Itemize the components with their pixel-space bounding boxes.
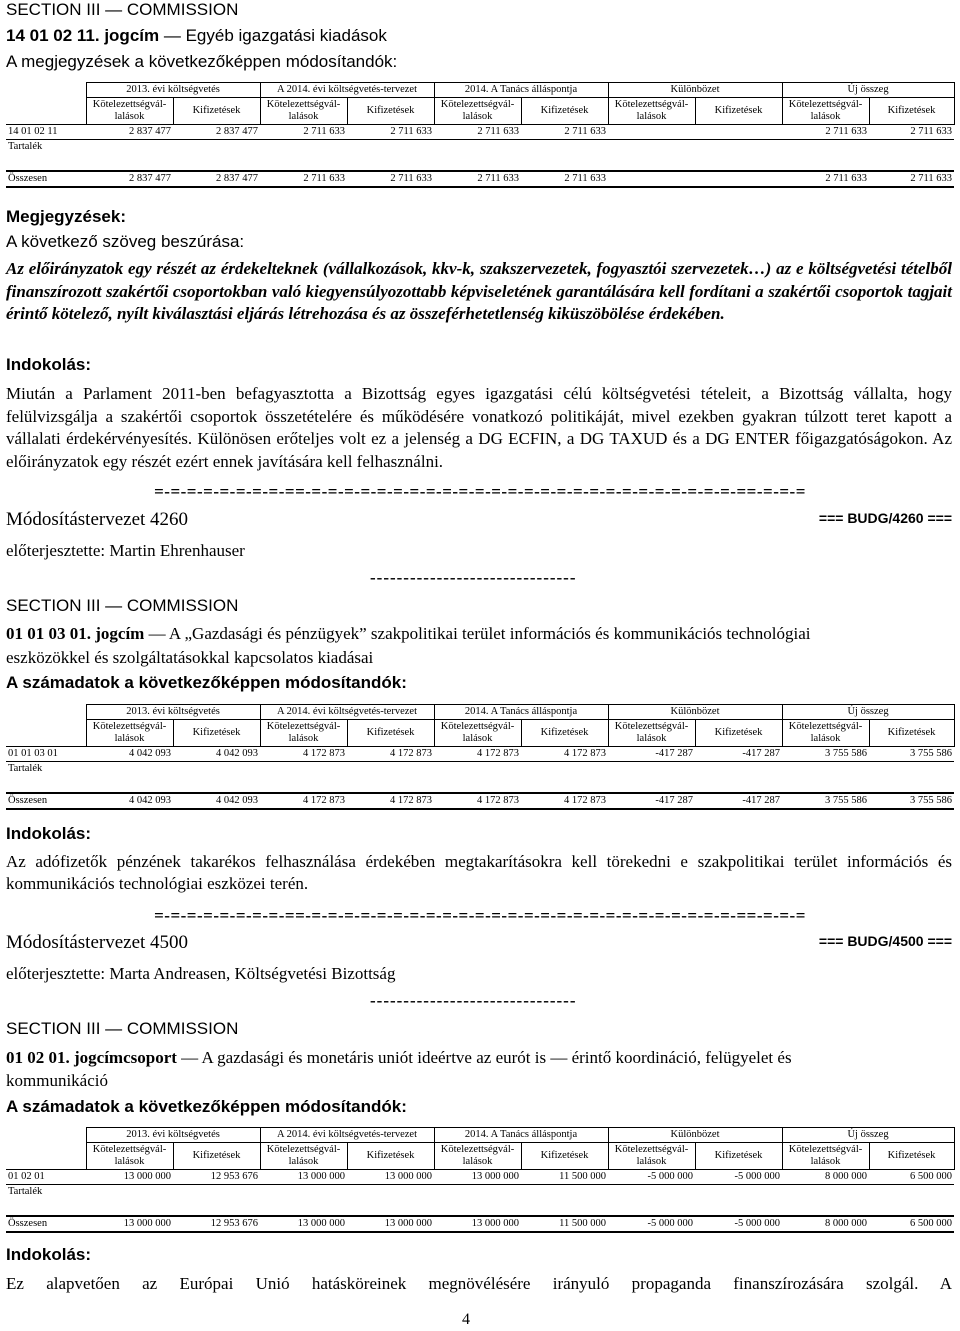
amendment-instruction: A számadatok a következőképpen módosítandók: [6,1097,407,1116]
row-label: Összesen [6,793,86,809]
col-pay: Kifizetések [347,720,434,747]
section-heading: SECTION III — COMMISSION [6,596,239,615]
col-pay: Kifizetések [347,98,434,125]
budget-line-dash: — [159,26,186,45]
col-commit: Kötelezettségvállalások [260,1143,347,1170]
budg-reference: === BUDG/4500 === [818,933,952,949]
col-group: 2014. A Tanács álláspontja [434,1128,608,1143]
budget-line-title [6,624,810,644]
col-group: Különbözet [608,1128,782,1143]
cell: 13 000 000 [347,1170,434,1185]
row-label: Tartalék [6,1185,86,1200]
insert-instruction: A következő szöveg beszúrása: [6,232,245,251]
table-row [6,1170,954,1185]
cell: 3 755 586 [782,747,869,762]
table-row-reserve [6,1185,954,1200]
table-group-header [6,705,954,720]
col-group: A 2014. évi költségvetés-tervezet [260,83,434,98]
cell: -417 287 [695,747,782,762]
table-row-spacer [6,1199,954,1216]
col-pay: Kifizetések [521,1143,608,1170]
col-commit: Kötelezettségvállalások [434,98,521,125]
col-group: A 2014. évi költségvetés-tervezet [260,705,434,720]
row-label: Tartalék [6,140,86,155]
cell: 2 711 633 [869,125,954,140]
budget-line-code: 14 01 02 11. [6,26,100,45]
col-pay: Kifizetések [695,98,782,125]
budget-line-title [6,1048,792,1068]
cell: 2 711 633 [521,125,608,140]
col-group: 2014. A Tanács álláspontja [434,83,608,98]
cell: 2 711 633 [347,171,434,187]
col-group: 2013. évi költségvetés [86,1128,260,1143]
cell: 2 711 633 [434,171,521,187]
col-group: Új összeg [782,705,954,720]
table-sub-header [6,1143,954,1170]
budget-line-name: — A „Gazdasági és pénzügyek” szakpolitikai terület információs és kommunikációs technológiai [144,624,811,643]
table-row-total [6,1216,954,1232]
amendment-instruction: A számadatok a következőképpen módosítandók: [6,673,407,692]
col-pay: Kifizetések [521,98,608,125]
budget-table-3 [6,1127,955,1233]
table-row-reserve [6,762,954,777]
col-commit: Kötelezettségvállalások [782,720,869,747]
budget-line-name: — A gazdasági és monetáris uniót ideértve az eurót is — érintő koordináció, felügyelet és [176,1048,792,1067]
budget-line-title [6,26,387,46]
cell: -5 000 000 [695,1170,782,1185]
col-group: Különbözet [608,705,782,720]
justification-text: Az adófizetők pénzének takarékos felhasználása érdekében megtakarításokra kell törekedni e szakpolitikai terület információs és kommunikációs technológiai eszközei terén. [6,852,952,893]
section-heading: SECTION III — COMMISSION [6,1019,239,1038]
cell: 13 000 000 [347,1216,434,1232]
cell: 2 711 633 [260,125,347,140]
budget-line-title-cont: kommunikáció [6,1071,108,1090]
budget-line-type: jogcím [104,26,160,45]
justification-text: Ez alapvetően az Európai Unió hatásköreinek megnövélésére irányuló propaganda finanszírozására szolgál. A [6,1274,952,1293]
table-group-header [6,1128,954,1143]
table-row [6,747,954,762]
col-pay: Kifizetések [695,720,782,747]
row-label: Tartalék [6,762,86,777]
col-commit: Kötelezettségvállalások [434,720,521,747]
table-row [6,125,954,140]
cell: 8 000 000 [782,1170,869,1185]
cell: 2 711 633 [869,171,954,187]
col-pay: Kifizetések [173,98,260,125]
cell: -5 000 000 [608,1170,695,1185]
budget-table-1 [6,82,955,188]
cell: 13 000 000 [260,1216,347,1232]
cell: 2 711 633 [782,171,869,187]
col-commit: Kötelezettségvállalások [260,720,347,747]
amendment-title: Módosítástervezet 4500 [6,932,189,953]
separator-equals: =-=-=-=-=-=-=-=-==-=-=-=-=-=-=-=-=-=-=-=-=-=-=-=-=-=-=-=-=-=-=-=-=-=-=-==-=-=-= [154,482,806,501]
cell: 4 172 873 [521,747,608,762]
cell: 2 837 477 [173,125,260,140]
row-label: Összesen [6,171,86,187]
col-commit: Kötelezettségvállalások [434,1143,521,1170]
budget-line-type: jogcím [95,624,145,643]
cell: -417 287 [608,747,695,762]
budget-line-code: 01 02 01. [6,1048,70,1067]
col-commit: Kötelezettségvállalások [782,1143,869,1170]
cell: 3 755 586 [869,747,954,762]
row-label: Összesen [6,1216,86,1232]
amendment-author: előterjesztette: Martin Ehrenhauser [6,541,245,560]
col-group: A 2014. évi költségvetés-tervezet [260,1128,434,1143]
table-sub-header [6,720,954,747]
col-commit: Kötelezettségvállalások [782,98,869,125]
cell: -417 287 [695,793,782,809]
cell: 13 000 000 [260,1170,347,1185]
cell: 3 755 586 [869,793,954,809]
separator-dashes: ------------------------------- [370,991,577,1010]
table-row-total [6,793,954,809]
cell: 3 755 586 [782,793,869,809]
col-commit: Kötelezettségvállalások [86,1143,173,1170]
separator-dashes: ------------------------------- [370,568,577,587]
col-commit: Kötelezettségvállalások [608,1143,695,1170]
row-code: 14 01 02 11 [6,125,86,140]
cell: 13 000 000 [434,1170,521,1185]
cell: 4 172 873 [434,793,521,809]
col-commit: Kötelezettségvállalások [608,720,695,747]
cell [695,171,782,187]
cell: 11 500 000 [521,1170,608,1185]
amendment-author: előterjesztette: Marta Andreasen, Költségvetési Bizottság [6,964,396,983]
budget-line-type: jogcímcsoport [74,1048,177,1067]
budget-line-title-cont: eszközökkel és szolgáltatásokkal kapcsolatos kiadásai [6,648,374,667]
cell: 2 711 633 [782,125,869,140]
cell: 4 042 093 [86,793,173,809]
table-row-total [6,171,954,187]
col-group: 2013. évi költségvetés [86,705,260,720]
cell: -417 287 [608,793,695,809]
cell: 4 042 093 [86,747,173,762]
justification-text: Miután a Parlament 2011-ben befagyasztotta a Bizottság egyes igazgatási célú költségvetési tételeit, a Bizottság vállalta, hogy felülvizsgálja a szakértői csoportok összetételére és működésére vonatkozó politikáját, mivel ezekben gyakran túlzott teret kapott a vállalati érdekérvényesítés. Különösen erőteljes volt ez a jelenség a DG ECFIN, a DG TAXUD és a DG ENTER főigazgatóságokon. Az előirányzatok egy részét ezért ennek javítására kell felhasználni. [6,384,952,471]
notes-heading: Megjegyzések: [6,207,126,226]
cell: 2 711 633 [347,125,434,140]
cell: 13 000 000 [86,1170,173,1185]
col-pay: Kifizetések [521,720,608,747]
cell: 6 500 000 [869,1170,954,1185]
budget-line-code: 01 01 03 01. [6,624,91,643]
col-group: Különbözet [608,83,782,98]
col-commit: Kötelezettségvállalások [608,98,695,125]
row-code: 01 01 03 01 [6,747,86,762]
cell: 4 042 093 [173,793,260,809]
justification-heading: Indokolás: [6,355,92,374]
col-pay: Kifizetések [173,720,260,747]
cell: 13 000 000 [86,1216,173,1232]
cell [695,125,782,140]
col-group: 2014. A Tanács álláspontja [434,705,608,720]
table-group-header [6,83,954,98]
col-pay: Kifizetések [695,1143,782,1170]
table-sub-header [6,98,954,125]
section-heading: SECTION III — COMMISSION [6,0,239,19]
table-row-reserve [6,140,954,155]
col-pay: Kifizetések [173,1143,260,1170]
col-commit: Kötelezettségvállalások [86,98,173,125]
col-pay: Kifizetések [869,720,954,747]
table-row-spacer [6,154,954,171]
row-code: 01 02 01 [6,1170,86,1185]
cell: 4 172 873 [260,793,347,809]
cell: 4 172 873 [347,793,434,809]
cell: 8 000 000 [782,1216,869,1232]
budg-reference: === BUDG/4260 === [818,510,952,526]
page-number: 4 [462,1311,470,1328]
inserted-text: Az előirányzatok egy részét az érdekelteknek (vállalkozások, kkv-k, szakszervezetek, fogyasztói szervezetek…) az e költségvetési tételből finanszírozott szakértői csoportokban való kiegyensúlyozottabb képviseletének garantálására kell fordítani a szakértői csoportok tagjait érintő kötelező, nyílt kiválasztási eljárás létrehozása és az összeférhetetlenség kiküszöbölése érdekében. [6,259,952,323]
cell [608,171,695,187]
justification-heading: Indokolás: [6,1245,92,1264]
col-pay: Kifizetések [869,98,954,125]
budget-line-name: Egyéb igazgatási kiadások [185,26,387,45]
cell: 2 837 477 [86,171,173,187]
cell: -5 000 000 [608,1216,695,1232]
col-pay: Kifizetések [347,1143,434,1170]
cell: 2 711 633 [521,171,608,187]
cell: 4 172 873 [347,747,434,762]
cell: 2 711 633 [260,171,347,187]
cell: 2 837 477 [86,125,173,140]
cell: -5 000 000 [695,1216,782,1232]
amendment-title: Módosítástervezet 4260 [6,509,189,530]
cell: 2 837 477 [173,171,260,187]
col-group: Új összeg [782,83,954,98]
cell: 12 953 676 [173,1170,260,1185]
cell: 4 172 873 [260,747,347,762]
cell: 6 500 000 [869,1216,954,1232]
separator-equals: =-=-=-=-=-=-=-=-==-=-=-=-=-=-=-=-=-=-=-=-=-=-=-=-=-=-=-=-=-=-=-=-=-=-=-==-=-=-= [154,906,806,925]
amendment-instruction: A megjegyzések a következőképpen módosítandók: [6,52,398,71]
cell: 4 172 873 [434,747,521,762]
cell: 11 500 000 [521,1216,608,1232]
col-group: Új összeg [782,1128,954,1143]
cell: 4 042 093 [173,747,260,762]
table-row-spacer [6,776,954,793]
budget-table-2 [6,704,955,810]
col-commit: Kötelezettségvállalások [86,720,173,747]
col-group: 2013. évi költségvetés [86,83,260,98]
col-pay: Kifizetések [869,1143,954,1170]
cell: 13 000 000 [434,1216,521,1232]
cell: 12 953 676 [173,1216,260,1232]
cell: 4 172 873 [521,793,608,809]
cell [608,125,695,140]
justification-heading: Indokolás: [6,824,92,843]
col-commit: Kötelezettségvállalások [260,98,347,125]
cell: 2 711 633 [434,125,521,140]
